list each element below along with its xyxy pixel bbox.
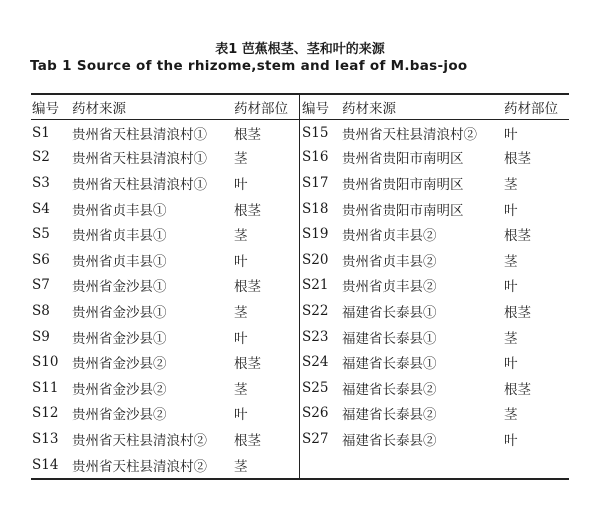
cell-part: 茎	[504, 407, 518, 424]
cell-origin: 贵州省天柱县清浪村①	[72, 176, 207, 193]
cell-id: S13	[32, 430, 59, 447]
cell-id: S6	[32, 251, 50, 268]
header-row	[301, 95, 570, 119]
cell-part: 叶	[234, 407, 248, 424]
table-row	[31, 170, 300, 196]
cell-part: 茎	[504, 176, 518, 193]
cell-part: 茎	[234, 151, 248, 168]
cell-id: S8	[32, 302, 50, 319]
cell-origin: 贵州省金沙县①	[72, 279, 167, 296]
cell-id: S17	[302, 174, 329, 191]
cell-id: S5	[32, 226, 50, 243]
table-row	[301, 119, 570, 145]
table-body-left	[31, 119, 300, 477]
cell-part: 叶	[234, 253, 248, 270]
cell-origin: 贵州省贞丰县②	[342, 253, 437, 270]
header-origin: 药材来源	[72, 101, 126, 117]
cell-part: 叶	[504, 279, 518, 296]
cell-id: S25	[302, 379, 329, 396]
cell-origin: 贵州省天柱县清浪村②	[342, 126, 477, 143]
cell-origin: 贵州省天柱县清浪村②	[72, 432, 207, 449]
table-row	[31, 401, 300, 427]
cell-origin: 福建省长泰县②	[342, 381, 437, 398]
cell-part: 茎	[234, 381, 248, 398]
cell-origin: 贵州省贞丰县②	[342, 279, 437, 296]
table-row	[31, 298, 300, 324]
table-row	[31, 273, 300, 299]
cell-part: 茎	[234, 304, 248, 321]
cell-part: 根茎	[504, 304, 531, 321]
cell-origin: 福建省长泰县①	[342, 356, 437, 373]
cell-part: 叶	[234, 330, 248, 347]
cell-id: S10	[32, 354, 59, 371]
table-row	[301, 375, 570, 401]
cell-id: S12	[32, 405, 59, 422]
cell-part: 根茎	[504, 228, 531, 245]
table-row	[31, 247, 300, 273]
cell-origin: 贵州省贞丰县①	[72, 202, 167, 219]
cell-part: 根茎	[504, 151, 531, 168]
source-table-right	[301, 95, 570, 452]
cell-origin: 福建省长泰县①	[342, 330, 437, 347]
cell-id: S2	[32, 149, 50, 166]
cell-id: S14	[32, 456, 59, 473]
cell-id: S15	[302, 124, 329, 141]
table-row	[31, 221, 300, 247]
table-row	[301, 145, 570, 171]
cell-origin: 贵州省天柱县清浪村①	[72, 126, 207, 143]
table-row	[31, 452, 300, 478]
table-row	[31, 196, 300, 222]
cell-part: 叶	[504, 126, 518, 143]
table-row	[301, 324, 570, 350]
table-row	[31, 324, 300, 350]
table-row	[31, 145, 300, 171]
cell-origin: 贵州省金沙县①	[72, 304, 167, 321]
cell-id: S24	[302, 354, 329, 371]
table-row	[301, 349, 570, 375]
header-part: 药材部位	[234, 101, 288, 117]
cell-id: S4	[32, 200, 50, 217]
cell-part: 叶	[234, 176, 248, 193]
cell-id: S11	[32, 379, 59, 396]
cell-id: S3	[32, 174, 50, 191]
cell-origin: 贵州省天柱县清浪村①	[72, 151, 207, 168]
cell-id: S23	[302, 328, 329, 345]
cell-part: 茎	[504, 330, 518, 347]
table-row	[301, 221, 570, 247]
cell-origin: 贵州省金沙县①	[72, 330, 167, 347]
cell-id: S9	[32, 328, 50, 345]
cell-part: 根茎	[234, 356, 261, 373]
cell-part: 叶	[504, 202, 518, 219]
cell-part: 叶	[504, 356, 518, 373]
cell-part: 茎	[234, 458, 248, 475]
cell-origin: 贵州省贵阳市南明区	[342, 151, 464, 168]
table-row	[301, 196, 570, 222]
cell-origin: 贵州省贵阳市南明区	[342, 176, 464, 193]
header-id: 编号	[302, 101, 329, 117]
cell-origin: 贵州省金沙县②	[72, 356, 167, 373]
cell-part: 根茎	[234, 126, 261, 143]
cell-origin: 贵州省贞丰县①	[72, 253, 167, 270]
cell-part: 叶	[504, 432, 518, 449]
table-row	[31, 119, 300, 145]
cell-part: 根茎	[234, 279, 261, 296]
cell-id: S27	[302, 430, 329, 447]
cell-origin: 福建省长泰县②	[342, 407, 437, 424]
cell-origin: 福建省长泰县①	[342, 304, 437, 321]
table-row	[301, 426, 570, 452]
table-row	[31, 349, 300, 375]
header-row	[31, 95, 300, 119]
cell-id: S21	[302, 277, 329, 294]
cell-part: 根茎	[234, 202, 261, 219]
cell-id: S20	[302, 251, 329, 268]
cell-origin: 贵州省金沙县②	[72, 381, 167, 398]
table-row	[301, 170, 570, 196]
table-title-cn: 表1 芭蕉根茎、茎和叶的来源	[215, 42, 385, 57]
table-row	[31, 375, 300, 401]
table-row	[301, 273, 570, 299]
cell-part: 茎	[504, 253, 518, 270]
table-body-right	[301, 119, 570, 452]
cell-origin: 贵州省贞丰县②	[342, 228, 437, 245]
header-part: 药材部位	[504, 101, 558, 117]
table-row	[301, 401, 570, 427]
cell-id: S26	[302, 405, 329, 422]
table-title-en: Tab 1 Source of the rhizome,stem and leaf of M.bas-joo	[30, 58, 468, 74]
cell-id: S18	[302, 200, 329, 217]
cell-id: S1	[32, 124, 50, 141]
cell-id: S22	[302, 302, 329, 319]
cell-origin: 贵州省金沙县②	[72, 407, 167, 424]
cell-origin: 福建省长泰县②	[342, 432, 437, 449]
header-id: 编号	[32, 101, 59, 117]
cell-id: S19	[302, 226, 329, 243]
source-table-left	[31, 95, 300, 477]
cell-part: 根茎	[504, 381, 531, 398]
cell-part: 茎	[234, 228, 248, 245]
table-row	[31, 426, 300, 452]
cell-id: S16	[302, 149, 329, 166]
table-row	[301, 298, 570, 324]
cell-origin: 贵州省贞丰县①	[72, 228, 167, 245]
header-origin: 药材来源	[342, 101, 396, 117]
table-row	[301, 247, 570, 273]
bottom-rule	[31, 478, 569, 480]
cell-part: 根茎	[234, 432, 261, 449]
cell-origin: 贵州省天柱县清浪村②	[72, 458, 207, 475]
cell-id: S7	[32, 277, 50, 294]
cell-origin: 贵州省贵阳市南明区	[342, 202, 464, 219]
